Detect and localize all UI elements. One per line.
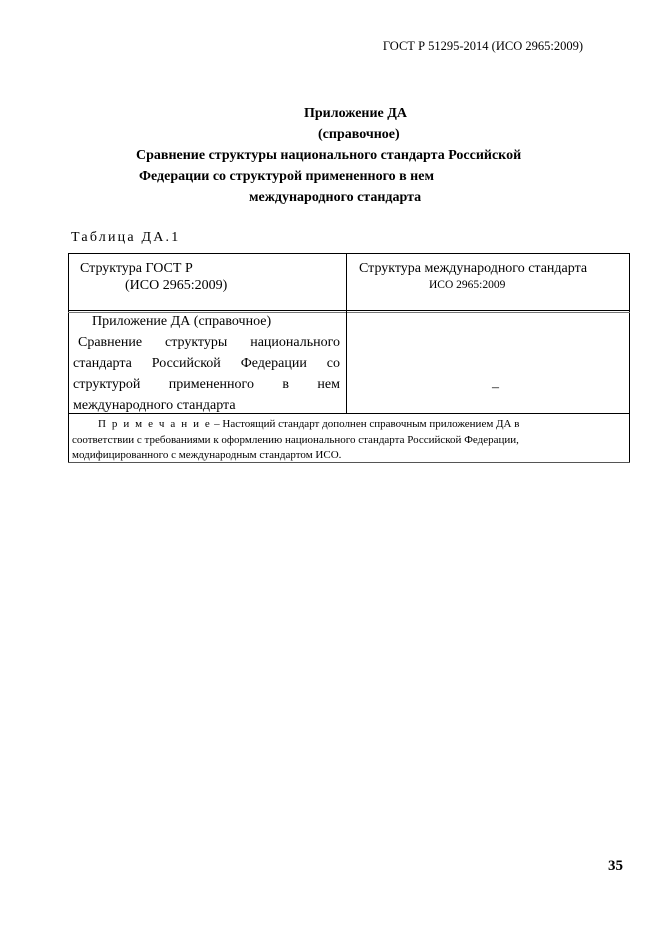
table-note-line-1	[98, 417, 519, 431]
word: Сравнение	[78, 335, 143, 350]
row1-col1-line-5: международного стандарта	[73, 398, 236, 413]
col1-header-line-2: (ИСО 2965:2009)	[125, 278, 228, 293]
table-note-line-3: модифицированного с международным стандартом ИСО.	[72, 449, 342, 461]
table-border-left	[68, 253, 69, 463]
page-number: 35	[608, 858, 623, 874]
table-note-line-2: соответствии с требованиями к оформлению национального стандарта Российской Федерации,	[72, 434, 519, 446]
appendix-heading-line-3: международного стандарта	[249, 190, 422, 205]
appendix-subtitle: (справочное)	[318, 127, 400, 142]
row1-col1-line-1: Приложение ДА (справочное)	[92, 314, 272, 329]
table-caption: Таблица ДА.1	[71, 230, 181, 245]
word: Российской	[151, 356, 221, 371]
note-label: П р и м е ч а н и е	[98, 418, 212, 430]
word: стандарта	[73, 356, 132, 371]
table-border-bottom	[68, 462, 630, 463]
appendix-heading-line-1: Сравнение структуры национального стандарта Российской	[136, 148, 522, 163]
word: со	[326, 356, 340, 371]
col2-header-line-2: ИСО 2965:2009	[429, 279, 506, 291]
row1-col1-line-4	[73, 374, 340, 395]
word: Федерации	[240, 356, 307, 371]
word: нем	[317, 377, 340, 392]
word: примененного	[168, 377, 254, 392]
note-text: – Настоящий стандарт дополнен справочным приложением ДА в	[211, 418, 520, 430]
table-border-right	[629, 253, 630, 463]
col2-header-line-1: Структура международного стандарта	[359, 261, 588, 276]
word: структурой	[73, 377, 141, 392]
row1-col2-value: –	[492, 380, 499, 395]
word: структуры	[165, 335, 228, 350]
row1-col1-line-2	[78, 332, 340, 353]
row1-col1-line-3	[73, 353, 340, 374]
table-column-divider	[346, 253, 347, 414]
table-border-top	[68, 253, 630, 254]
appendix-heading-line-2: Федерации со структурой примененного в нем	[139, 169, 434, 184]
standard-reference: ГОСТ Р 51295-2014 (ИСО 2965:2009)	[382, 39, 583, 53]
comparison-table	[68, 253, 630, 463]
word: национального	[250, 335, 340, 350]
word: в	[282, 377, 289, 392]
col1-header-line-1: Структура ГОСТ Р	[80, 261, 193, 276]
appendix-title: Приложение ДА	[304, 106, 408, 121]
